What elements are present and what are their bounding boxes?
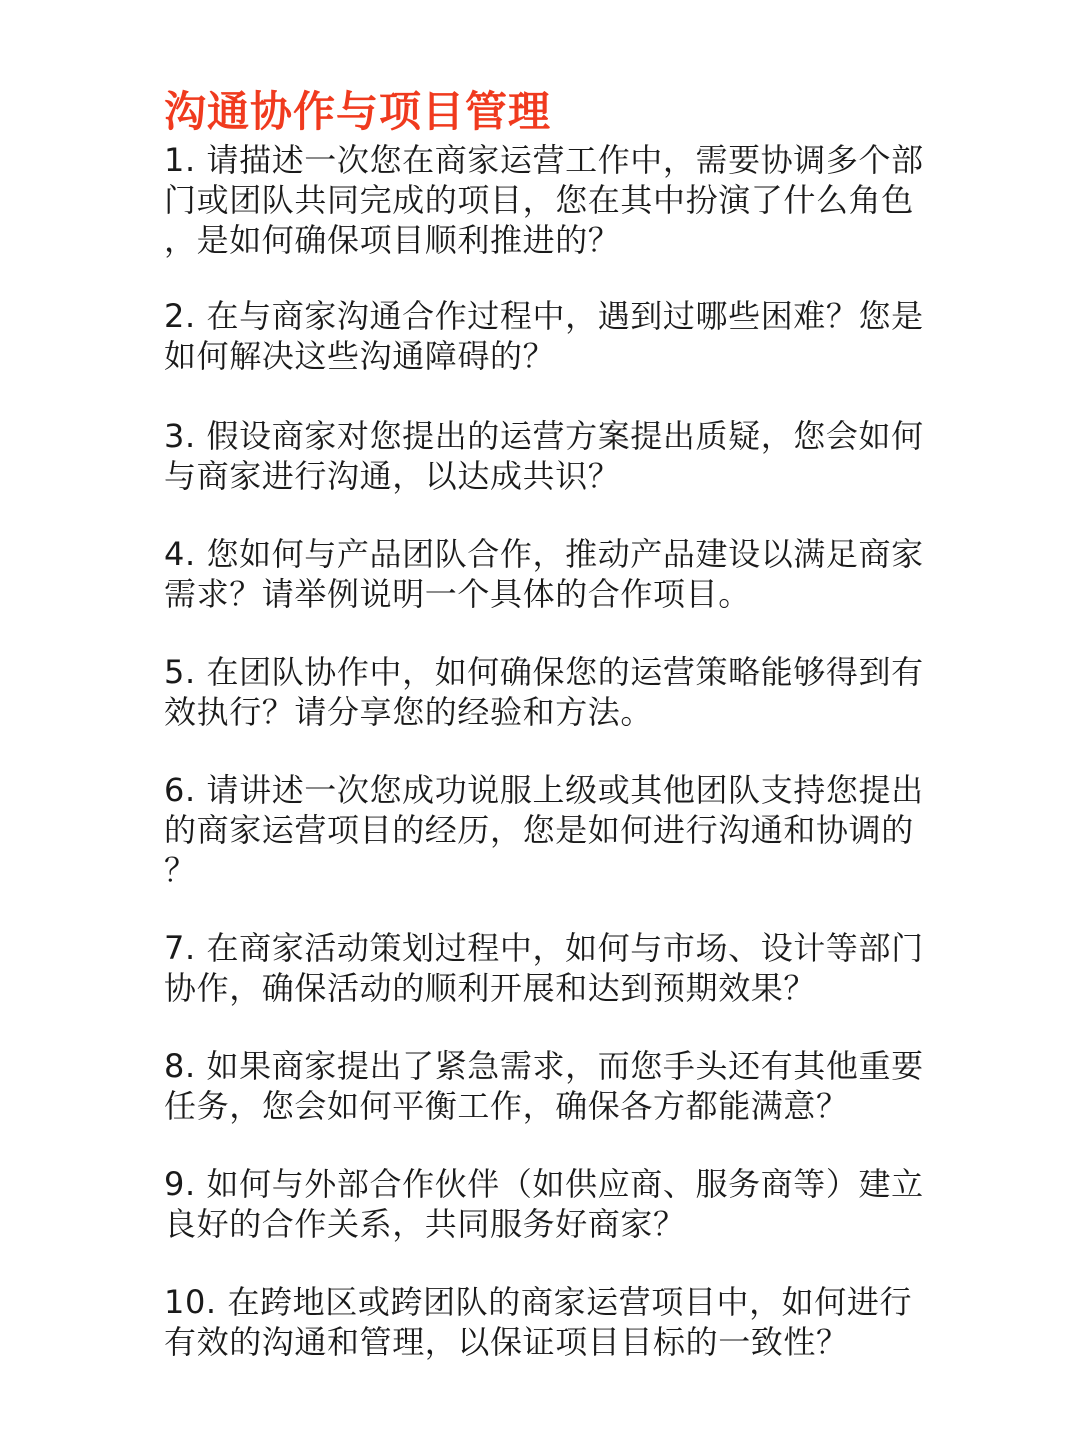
question-item <box>164 770 924 890</box>
question-line: ？ <box>164 851 197 889</box>
question-item <box>164 652 924 732</box>
question-item <box>164 140 924 260</box>
question-item <box>164 416 924 496</box>
question-line: 效执行？请分享您的经验和方法。 <box>164 693 654 731</box>
page-title: 沟通协作与项目管理 <box>164 87 552 136</box>
question-line: 门或团队共同完成的项目，您在其中扮演了什么角色 <box>164 181 914 219</box>
question-line: ，是如何确保项目顺利推进的？ <box>164 221 621 259</box>
question-line: 2. 在与商家沟通合作过程中，遇到过哪些困难？您是 <box>164 297 924 335</box>
question-line: 协作，确保活动的顺利开展和达到预期效果？ <box>164 969 817 1007</box>
question-line: 4. 您如何与产品团队合作，推动产品建设以满足商家 <box>164 535 924 573</box>
question-line: 3. 假设商家对您提出的运营方案提出质疑，您会如何 <box>164 417 924 455</box>
question-item <box>164 296 924 376</box>
question-item <box>164 1282 924 1362</box>
question-line: 8. 如果商家提出了紧急需求，而您手头还有其他重要 <box>164 1047 924 1085</box>
question-line: 10. 在跨地区或跨团队的商家运营项目中，如何进行 <box>164 1283 913 1321</box>
question-item <box>164 1164 924 1244</box>
question-item <box>164 928 924 1008</box>
question-line: 如何解决这些沟通障碍的？ <box>164 337 556 375</box>
question-line: 7. 在商家活动策划过程中，如何与市场、设计等部门 <box>164 929 924 967</box>
question-line: 9. 如何与外部合作伙伴（如供应商、服务商等）建立 <box>164 1165 924 1203</box>
question-item <box>164 534 924 614</box>
question-line: 与商家进行沟通，以达成共识？ <box>164 457 621 495</box>
question-line: 需求？请举例说明一个具体的合作项目。 <box>164 575 751 613</box>
question-line: 良好的合作关系，共同服务好商家？ <box>164 1205 686 1243</box>
question-line: 1. 请描述一次您在商家运营工作中，需要协调多个部 <box>164 141 924 179</box>
question-line: 有效的沟通和管理，以保证项目目标的一致性？ <box>164 1323 849 1361</box>
question-line: 任务，您会如何平衡工作，确保各方都能满意？ <box>164 1087 849 1125</box>
question-line: 6. 请讲述一次您成功说服上级或其他团队支持您提出 <box>164 771 924 809</box>
question-line: 5. 在团队协作中，如何确保您的运营策略能够得到有 <box>164 653 924 691</box>
question-item <box>164 1046 924 1126</box>
question-line: 的商家运营项目的经历，您是如何进行沟通和协调的 <box>164 811 914 849</box>
